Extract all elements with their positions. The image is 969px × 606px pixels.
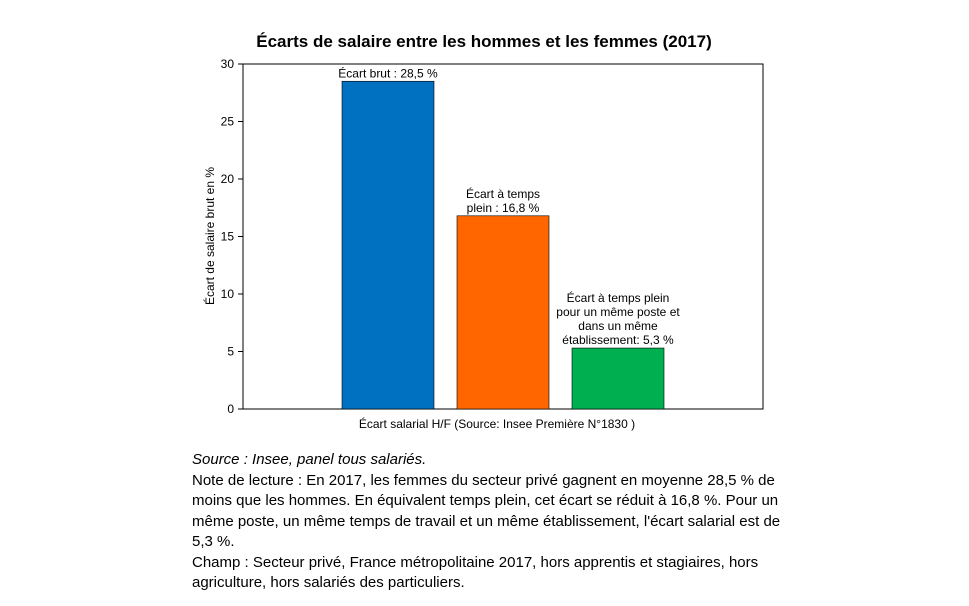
bar-3-data-label: Écart à temps plein xyxy=(566,291,670,306)
x-axis-label: Écart salarial H/F (Source: Insee Première N°1830 ) xyxy=(358,417,636,431)
bar-3-data-label: dans un même xyxy=(578,319,658,334)
bars-group xyxy=(342,81,664,409)
bar-2-data-label: plein : 16,8 % xyxy=(466,200,540,215)
y-tick-label: 15 xyxy=(220,229,234,244)
chart-title: Écarts de salaire entre les hommes et les femmes (2017) xyxy=(256,32,712,51)
bar-1-data-label: Écart brut : 28,5 % xyxy=(338,66,438,81)
y-axis-label: Écart de salaire brut en % xyxy=(203,166,217,306)
bar-3 xyxy=(572,348,664,409)
y-tick-label: 20 xyxy=(220,172,234,186)
bar-1 xyxy=(342,81,434,409)
y-tick-label: 10 xyxy=(220,287,234,301)
scope-note: Champ : Secteur privé, France métropolitaine 2017, hors apprentis et stagiaires, hors agriculture, hors salariés des particuliers. xyxy=(192,553,759,591)
bar-2 xyxy=(457,216,549,409)
source-note: Source : Insee, panel tous salariés. xyxy=(192,451,427,468)
bar-3-data-label: établissement: 5,3 % xyxy=(562,333,674,348)
y-tick-label: 25 xyxy=(220,114,234,129)
notes xyxy=(192,450,792,594)
y-tick-label: 30 xyxy=(220,57,234,71)
y-tick-label: 0 xyxy=(227,402,234,416)
y-tick-label: 5 xyxy=(227,344,234,359)
bar-2-data-label: Écart à temps xyxy=(465,186,541,201)
y-axis xyxy=(221,57,243,416)
reading-note: Note de lecture : En 2017, les femmes du secteur privé gagnent en moyenne 28,5 % de moins que les hommes. En équivalent temps plein, cet écart se réduit à 16,8 %. Pour un même poste, un même temps de travail et un même établissement, l'écart salarial est de 5,3 %. xyxy=(192,471,781,550)
bar-3-data-label: pour un même poste et xyxy=(556,305,680,320)
